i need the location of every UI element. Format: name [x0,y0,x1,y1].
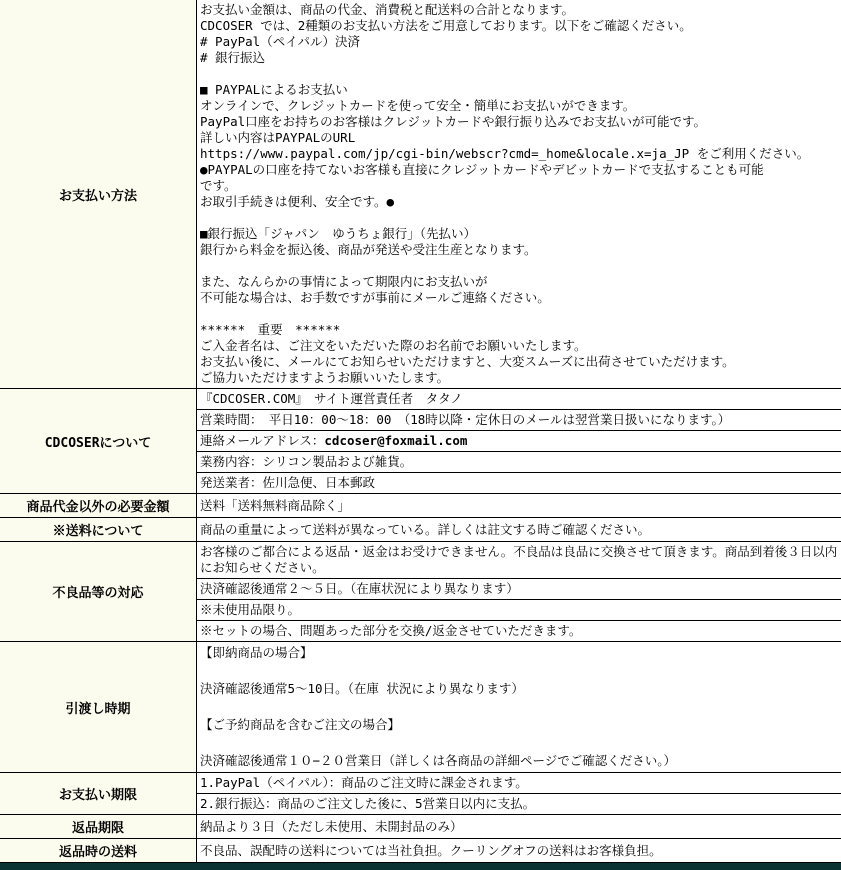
blank-line [200,306,838,322]
blank-line [200,210,838,226]
about-hours-cell [197,410,841,431]
text-line: 詳しい内容はPAYPALのURL [200,130,356,145]
text-line: PayPal口座をお持ちのお客様はクレジットカードや銀行振り込みでお支払いが可能です。 [200,114,706,129]
text-line: # PayPal（ペイパル）決済 [200,34,360,49]
contact-email-address: cdcoser@foxmail.com [324,433,468,448]
return-period-text: 納品より３日（ただし未使用、未開封品のみ） [200,818,463,834]
row-header-payment-method: お支払い方法 [0,0,197,388]
payment-deadline-bank-cell [197,794,841,814]
blank-line [200,66,838,82]
row-header-defects-policy: 不良品等の対応 [0,542,197,641]
text-line: です。 [200,178,237,193]
site-operator-text: 『CDCOSER.COM』 サイト運営責任者 タタノ [200,391,463,406]
row-content-return-period [197,815,841,838]
text-line: ご協力いただけますようお願いいたします。 [200,370,450,385]
row-content-about [197,389,841,493]
row-content-shipping-note [197,518,841,541]
defects-set-cell [197,621,841,641]
shipping-note-text: 商品の重量によって送料が異なっている。詳しくは註文する時ご確認ください。 [200,521,651,537]
text-line: 不可能な場合は、お手数ですが事前にメールご連絡ください。 [200,290,550,305]
row-content-return-shipping [197,839,841,862]
row-about [0,389,841,494]
row-content-payment-deadline [197,773,841,814]
text-line: お支払い後に、メールにてお知らせいただけますと、大変スムーズに出荷させていただけます。 [200,354,735,369]
row-content-delivery-time [197,642,841,772]
blank-line [200,258,838,274]
shipping-note-cell [197,520,841,540]
paypal-url-text: https://www.paypal.com/jp/cgi-bin/webscr?cmd=_home&locale.x=ja_JP をご利用ください。 [200,146,810,161]
text-line: お支払い金額は、商品の代金、消費税と配送料の合計となります。 [200,2,575,17]
extra-fees-text: 送料「送料無料商品除く」 [200,497,351,513]
defects-timing-cell [197,579,841,600]
row-content-defects-policy [197,542,841,641]
payment-deadline-paypal-cell [197,773,841,794]
defects-timing-text: 決済確認後通常２〜５日。（在庫状況により異なります） [200,581,519,596]
row-content-payment-method [197,0,841,388]
row-header-shipping-note: ※送料について [0,518,197,541]
row-header-return-period: 返品期限 [0,815,197,838]
defects-unused-cell [197,600,841,621]
row-extra-fees [0,494,841,518]
text-line: # 銀行振込 [200,50,266,65]
row-return-period [0,815,841,839]
row-return-shipping [0,839,841,863]
about-email-cell [197,431,841,452]
row-defects-policy [0,542,841,642]
row-payment-deadline [0,773,841,815]
business-hours-text: 営業時間： 平日10：00〜18：00 （18時以降・定休日のメールは翌営業日扱いになります。） [200,412,731,427]
text-line: ●PAYPALの口座を持てないお客様も直接にクレジットカードやデビットカードで支払することも可能 [200,162,764,177]
footer-bar [0,863,841,870]
return-shipping-cell [197,841,841,861]
text-line: 銀行から料金を振込後、商品が発送や受注生産となります。 [200,242,537,257]
blank-line [200,662,838,680]
row-header-extra-fees: 商品代金以外の必要金額 [0,494,197,517]
return-period-cell [197,817,841,837]
text-line: お取引手続きは便利、安全です。● [200,194,395,209]
text-line: ■銀行振込「ジャパン ゆうちょ銀行」（先払い） [200,226,477,241]
about-operator-cell [197,389,841,410]
delivery-time-cell [197,642,841,772]
payment-deadline-paypal-text: 1.PayPal（ペイパル）：商品のご注文時に課金されます。 [200,775,528,790]
defects-policy-cell [197,542,841,579]
payment-method-cell [197,0,841,388]
row-payment-method [0,0,841,389]
row-header-return-shipping: 返品時の送料 [0,839,197,862]
text-line: また、なんらかの事情によって期限内にお支払いが [200,274,488,289]
payment-deadline-bank-text: 2.銀行振込：商品のご注文した後に、5営業日以内に支払。 [200,796,536,811]
about-business-cell [197,452,841,473]
defects-unused-text: ※未使用品限り。 [200,602,301,617]
text-line: ご入金者名は、ご注文をいただいた際のお名前でお願いいたします。 [200,338,587,353]
blank-line [200,698,838,716]
row-delivery-time [0,642,841,773]
about-shippers-cell [197,473,841,493]
text-line: CDCOSER では、2種類のお支払い方法をご用意しております。以下をご確認ください。 [200,18,692,33]
row-content-extra-fees [197,494,841,517]
return-shipping-text: 不良品、誤配時の送料については当社負担。クーリングオフの送料はお客様負担。 [200,842,662,858]
text-line: ■ PAYPALによるお支払い [200,82,348,97]
delivery-immediate-heading: 【即納商品の場合】 [200,645,313,660]
row-header-delivery-time: 引渡し時期 [0,642,197,772]
blank-line [200,734,838,752]
contact-email-line [200,433,838,449]
row-header-about: CDCOSERについて [0,389,197,493]
defects-policy-text: お客様のご都合による返品・返金はお受けできません。不良品は良品に交換させて頂きます。商品到着後３日以内にお知らせください。 [200,544,838,575]
row-shipping-note [0,518,841,542]
contact-email-label: 連絡メールアドレス： [200,433,325,448]
important-notice-heading: ****** 重要 ****** [200,322,341,337]
delivery-immediate-text: 決済確認後通常5〜10日。（在庫 状況により異なります） [200,681,524,696]
delivery-preorder-heading: 【ご予約商品を含むご注文の場合】 [200,717,401,732]
extra-fees-cell [197,496,841,516]
defects-set-text: ※セットの場合、問題あった部分を交換/返金させていただきます。 [200,623,582,638]
delivery-preorder-text: 決済確認後通常１０−２０営業日（詳しくは各商品の詳細ページでご確認ください。） [200,753,677,768]
text-line: オンラインで、クレジットカードを使って安全・簡単にお支払いができます。 [200,98,636,113]
row-header-payment-deadline: お支払い期限 [0,773,197,814]
shipping-carriers-text: 発送業者：佐川急便、日本郵政 [200,475,376,490]
business-description-text: 業務内容：シリコン製品および雑貨。 [200,454,413,469]
